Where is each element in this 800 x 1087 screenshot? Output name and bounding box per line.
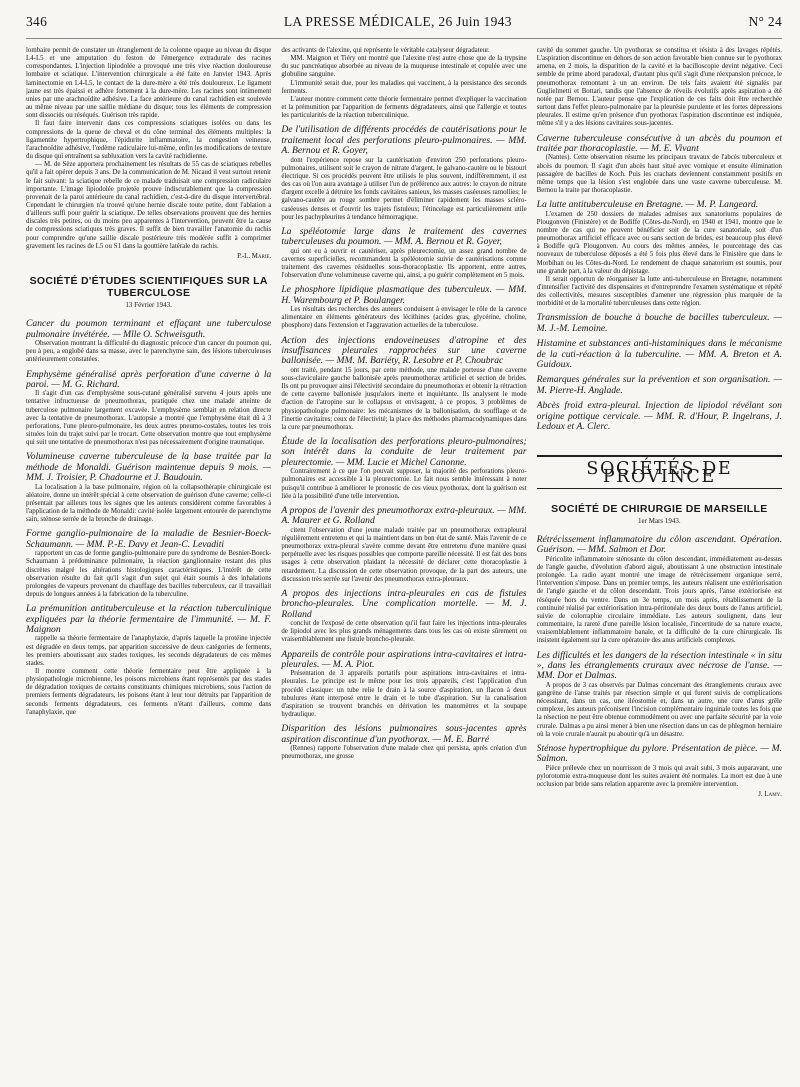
society-heading: SOCIÉTÉ DE CHIRURGIE DE MARSEILLE (551, 502, 768, 515)
article-heading: Forme ganglio-pulmonaire de la maladie de Besnier-Boeck-Schaumann. — MM. P.-E. Davy et Jean-C. Levaditi (26, 528, 272, 550)
journal-title: LA PRESSE MÉDICALE, 26 Juin 1943 (283, 14, 512, 29)
article-text: Pièce prélevée chez un nourrisson de 3 mois qui avait subi, 3 mois auparavant, une pylorotomie extra-muqueuse dont les suites avaient été normales. La mort est due à une occlusion par bride sans relation apparente avec la première intervention. (536, 764, 782, 788)
signature: J. Lamy. (758, 791, 782, 799)
columns (26, 47, 782, 1087)
article-text: ont traité, pendant 15 jours, par cette méthode, une malade porteuse d'une caverne sous-claviculaire gauche ballonisée après pneumothorax artificiel et section de brides. Ils ont pu provoquer ainsi l'électivité secondaire du pneumothorax et obtenir la rétraction de cette caverne ballonisée jusqu'alors inerte et inquiétante. Ils analysent le mode d'action de l'atropine sur le collapsus et envisagent, à ce propos, 3 problèmes de physiopathologie pulmonaire: les mécanismes de la ballonisation, du soufflage et de l'inertie cavitaires; ceux de l'électivité; la place des méthodes pharmacodynamiques dans la cure par pneumothorax. (281, 366, 527, 431)
article-heading: Histamine et substances anti-histaminiques dans le mécanisme de la cuti-réaction à la tuberculine. — MM. A. Breton et A. Guidoux. (536, 338, 782, 371)
article-heading: Étude de la localisation des perforations pleuro-pulmonaires; son intérêt dans la conduite de leur traitement par pleurectomie. — MM. Lucie et Michel Canonne. (281, 436, 527, 468)
article-heading: Action des injections endoveineuses d'atropine et des insuffisances pleurales rapprochées sur une caverne ballonisée. — MM. M. Bariéty, R. Lesobre et P. Choubrac (281, 334, 527, 367)
article-heading: Les difficultés et les dangers de la résection intestinale « in situ », dans les étranglements cruraux avec nécrose de l'anse. — MM. Dor et Dalmas. (536, 649, 782, 682)
article-text: rapportent un cas de forme ganglio-pulmonaire pure du syndrome de Besnier-Boeck-Schaumann à prédominance pulmonaire, la réaction ganglionnaire restant des plus discrètes malgré les altérations histologiques caractéristiques. L'intérêt de cette observation résulte du fait qu'il s'agit d'un sujet qui était soumis à des inhalations prolongées de vapeurs provenant du chauffage des bacilles tuberculeux, car il travaillait depuis de longues années à la fabrication de la tuberculine. (26, 550, 272, 598)
article-heading: Cancer du poumon terminant et effaçant une tuberculose pulmonaire invétérée. — Mlle O. Schweisguth. (26, 318, 272, 340)
article-heading: Appareils de contrôle pour aspirations intra-cavitaires et intra-pleurales. — M. A. Piot. (281, 648, 527, 670)
page-header (26, 14, 782, 39)
article-heading: Abcès froid extra-pleural. Injection de lipiodol révélant son origine pottique cervicale. — MM. R. d'Hour, P. Ingelrans, J. Ledoux et A. Clerc. (536, 400, 782, 433)
signature: P.-L. Marie. (237, 252, 272, 260)
article-heading: Disparition des lésions pulmonaires sous-jacentes après aspiration discontinue d'un pyothorax. — M. E. Barré (281, 723, 527, 745)
paragraph: lombaire permit de constater un étranglement de la colonne opaque au niveau du disque L4-L5 et une amputation du feston de l'émergence extradurale des racines correspondantes. L'injection lipiodolée a provoqué une très vive réaction douloureuse lombaire et sciatique. L'intervention chirurgicale a été faite en Janvier 1943. Après laminectomie en L4-L5, le contact de la dure-mère a été très douloureux. Le ligament jaune est très épaissi et adhère fortement à la dure-mère. Les racines sont intimement unies par une arachnoïdite adhésive. La face antérieure du canal rachidien est soulevée au même niveau par une saillie médiane du disque; tous les éléments de compression sont dissociés ou réséqués. Guérison très rapide. (26, 47, 272, 120)
article-text: conclut de l'exposé de cette observation qu'il faut faire les injections intra-pleurales de lipiodol avec les plus grands ménagements dans tous les cas où existe sûrement ou vraisemblablement une fistule broncho-pleurale. (281, 620, 527, 644)
paragraph: L'auteur montre comment cette théorie fermentaire permet d'expliquer la vaccination et la prémunition par l'apparition de ferments dégradateurs, ainsi que l'allergie et toutes les particularités de la réaction tuberculinique. (281, 95, 527, 120)
article-text: Péricolite inflammatoire sténosante du côlon descendant, immédiatement au-dessus de l'angle gauche, d'évolution d'abord aiguë, aboutissant à une obstruction intestinale prolongée. La radio ayant montré une image de rétrécissement organique serré, l'intervention s'impose. Dans un premier temps, les auteurs réalisent une extériorisation de l'angle gauche et du côlon descendant. Trois jours après, l'anse extériorisée est réséquée hors du ventre. Dans un 3e temps, un mois après, rétablissement de la continuité réalisé par extériorisation intra-péritonéale des deux bouts de l'anus artificiel, suivie de colorraphie circulaire immédiate. Les auteurs soulignent, dans leur commentaire, la rareté d'une pareille lésion localisée, l'incertitude de sa nature exacte, vraisemblablement inflammatoire banale, et la difficulté de la cure chirurgicale. Ils insistent également sur la cure opératoire des anus artificiels complexes. (536, 555, 782, 645)
column-2 (281, 47, 526, 1087)
article-text: rappelle sa théorie fermentaire de l'anaphylaxie, d'après laquelle la protéine injectée est dégradée en deux temps, par apparition successive de deux catégories de ferments, les premiers aboutissant aux stades toxiques, les seconds dégradateurs de ces mêmes stades. (26, 635, 272, 667)
society-heading: SOCIÉTÉ D'ÉTUDES SCIENTIFIQUES SUR LA TUBERCULOSE (29, 275, 268, 300)
article-text: Il montre comment cette théorie fermentaire peut être appliquée à la physiopathologie microbienne, les poisons microbiens étant représentés par des stades de dégradation toxiques de certains constituants chimiques microbiens, sous l'action de premiers ferments dégradateurs, les poisons étant à leur tour détruits par l'apparition de seconds ferments dégradateurs, ces ferments n'étant d'ailleurs, comme dans l'anaphylaxie, que (26, 668, 272, 716)
page-number: 346 (26, 14, 48, 29)
article-heading: De l'utilisation de différents procédés de cautérisations pour le traitement local des perforations pleuro-pulmonaires. — MM. A. Bernou et R. Goyer, (281, 124, 527, 157)
article-heading: A propos des injections intra-pleurales en cas de fistules broncho-pleurales. Une complication mortelle. — M. J. Rolland (281, 587, 527, 620)
article-text: La localisation à la base pulmonaire, région où la collapsothérapie chirurgicale est aléatoire, donne un intérêt spécial à cette observation de guérison d'une caverne; celle-ci présentait par ailleurs tous les signes que les auteurs considèrent comme favorables à l'application de la méthode de Monaldi: cavité isolée largement entourée de parenchyme sain, sténose serrée de la bronche de drainage. (26, 483, 272, 524)
section-title: SOCIÉTÉS DE PROVINCE (537, 455, 782, 489)
article-text: Les résultats des recherches des auteurs conduisent à envisager le rôle de la carence alimentaire en éléments générateurs des lécithines (acides gras, glycérine, choline, phosphore) dans l'extension et l'aggravation actuelles de la tuberculose. (281, 306, 527, 330)
paragraph: L'immunité serait due, pour les maladies qui vaccinent, à la persistance des seconds ferments. (281, 79, 527, 95)
article-heading: Volumineuse caverne tuberculeuse de la base traitée par la méthode de Monaldi. Guérison maintenue depuis 9 mois. — MM. J. Troisier, P. Chadourne et J. Baudouin. (26, 451, 272, 484)
article-heading: La prémunition antituberculeuse et la réaction tuberculinique expliquées par la théorie fermentaire de l'immunité. — M. F. Maignon (26, 603, 272, 635)
session-date: 13 Février 1943. (125, 301, 172, 310)
article-text: (Nantes). Cette observation résume les principaux travaux de l'abcès tuberculeux et abcès du poumon. Il s'agit d'un abcès haut situé avec vomique et ensuite élimination passagère de bacilles de Koch. Puis les crachats deviennent constamment positifs en même temps que la lésion s'est englobée dans une vaste caverne tuberculeuse. M. Bernou la traite par thoracoplastie. (536, 154, 782, 194)
article-heading: Le phosphore lipidique plasmatique des tuberculeux. — MM. H. Warembourg et P. Boulanger. (281, 284, 527, 306)
article-heading: Transmission de bouche à bouche de bacilles tuberculeux. — M. J.-M. Lemoine. (536, 312, 782, 334)
article-heading: Caverne tuberculeuse consécutive à un abcès du poumon et traitée par thoracoplastie. — M. E. Vivant (536, 132, 782, 154)
article-text: Il serait opportun de réorganiser la lutte anti-tuberculeuse en Bretagne, notamment d'intensifier l'activité des dispensaires et d'entreprendre l'examen systématique et répété des collectivités, mesures susceptibles d'amener une régression plus marquée de la morbidité et de la mortalité tuberculeuses dans cette région. (536, 275, 782, 308)
article-text: A propos de 3 cas observés par Dalmas concernant des étranglements cruraux avec gangrène de l'anse traités par résection simple et qui furent suivis de complications nécessitant, dans un cas, une iléostomie et, dans un autre, une cure d'anus grêle complexe, les auteurs préconisent l'incision complémentaire inguinale toutes les fois que la résection ne peut être obtenue commodément ou avec une parfaite sécurité par la voie crurale. Dalmas a pu ainsi mener à bien une résection dans un cas de phlegmon herniaire où la voie crurale n'aurait pu aboutir qu'à un désastre. (536, 681, 782, 738)
article-text: Présentation de 3 appareils portatifs pour aspirations intra-cavitaires et intra-pleurales. Le principe est le même pour les trois appareils, c'est l'application d'un procédé classique: un tube relie le drain à la source d'aspiration, un flacon à deux tubulures étant interposé entre le drain et le tube d'aspiration. Sur la canalisation d'aspiration se trouvent branchés en dérivation les manomètres et la soupape hydraulique. (281, 670, 527, 719)
article-heading: Emphysème généralisé après perforation d'une caverne à la paroi. — M. G. Richard. (26, 368, 272, 390)
article-text: (Rennes) rapporte l'observation d'une malade chez qui persista, après création d'un pneumothorax, une grosse (281, 745, 527, 761)
issue-number: N° 24 (748, 14, 782, 29)
paragraph: MM. Maignon et Tiéry ont montré que l'alexine n'est autre chose que de la trypsine du suc pancréatique absorbée au niveau de la muqueuse intestinale et copulée avec une globuline sanguine. (281, 55, 527, 79)
session-date: 1er Mars 1943. (638, 516, 681, 525)
article-text: Il s'agit d'un cas d'emphysème sous-cutané généralisé survenu 4 jours après une tentative infructueuse de pneumothorax, pratiquée chez une malade atteinte de tuberculose pulmonaire largement excavée. L'emphysème semblait en relation directe avec la tentative de pneumothorax. L'autopsie a montré que l'emphysème était dû à 3 perforations, l'une pleuro-pulmonaire, les deux autres pneumo-costales, toutes les trois situées loin du trajet suivi par le trocart. Cette observation montre que tout emphysème qui suit une tentative de pneumothorax n'est pas nécessairement d'origine traumatique. (26, 390, 272, 447)
article-heading: La spéléotomie large dans le traitement des cavernes tuberculeuses du poumon. — MM. A. Bernou et R. Goyer, (281, 225, 527, 248)
column-3 (537, 47, 782, 1087)
paragraph: des activants de l'alexine, qui représente le véritable catalyseur dégradateur. (281, 47, 490, 54)
article-text: L'examen de 250 dossiers de malades admises aux sanatoriums populaires de Plougonven (Finistère) et de Bodiffe (Côtes-du-Nord), en 1940 et 1941, montre que le nombre de cas qui ne peuvent bénéficier soit de la cure sanatoriale, soit d'un pneumothorax artificiel efficace avec ou sans section de brides, est beaucoup plus élevé à Bodiffe qu'à Plougonven. Au cours des mêmes années, le pourcentage des cas nouveaux de tuberculose déposés a été 5 fois plus élevé dans le Finistère que dans le Morbihan ou les Côtes-du-Nord. Le rendement de chaque sanatorium est soumis, pour une grande part, à la valeur du dépistage. (536, 210, 782, 275)
paragraph: cavité du sommet gauche. Un pyothorax se constitua et résista à des lavages répétés. L'aspiration discontinue en dehors de son action favorable bien connue sur le pyothorax amena, en 2 mois, la disparition de la cavité et la bacilloscopie devint négative. Ceci semble de prime abord paradoxal, d'autant plus qu'il s'agit d'une réexpansion précoce, le pneumothorax remontant à un an environ. De tels faits avaient été signalés par Guglielmetti et Bottari, tandis que l'absence de réveils évolutifs après aspiration a été notée par Bernou. L'auteur pense que l'explication de ces faits doit être recherchée surtout dans l'effet pleuro-pulmonaire par la pleurésie purulente et les fortes dépressions pleurales. Il estime qu'en présence d'un pyothorax l'aspiration discontinue est indiquée, même s'il y a des lésions cavitaires sous-jacentes. (536, 47, 782, 128)
article-heading: Remarques générales sur la prévention et son organisation. — M. Pierre-H. Anglade. (536, 374, 782, 396)
article-heading: Sténose hypertrophique du pylore. Présentation de pièce. — M. Salmon. (536, 742, 782, 765)
article-text: citent l'observation d'une jeune malade traitée par un pneumothorax extrapleural régulièrement entretenu et qui la maintient dans un bon état de santé. Mais l'avenir de ce pneumothorax extra-pleural s'avère comme devant être entretenu d'une manière quasi perpétuelle avec les risques possibles que comporte pareille nécessité. Il est fait des bons usages à cette observation plaidant la nécessité de déclarer cette thoracoplastie à retardement. La discussion de cette observation provoque, de la part des auteurs, une discussion très serrée sur l'avenir des pneumothorax extra-pleuraux. (281, 526, 527, 583)
article-text: dont l'expérience repose sur la cautérisation d'environ 250 perforations pleuro-pulmonaires, utilisent soit le crayon de nitrate d'argent, le galvano-cautère ou le bistouri électrique. Si ces procédés peuvent être utilisés le plus souvent, indifféremment, il est des cas où l'on aura avantage à utiliser l'un de préférence aux autres: le crayon de nitrate d'argent excelle à détruire les fonds cavitaires sanieux, les masses caséeuses ramollies; le galvano-cautère au rouge sombre permet d'éliminer rapidement les masses scléro-caséeuses denses et d'ouvrir les trajets fistuleux; l'étincelage est particulièrement utile pour les pachypleurites à tendance hémorragique. (281, 156, 527, 221)
article-heading: Rétrécissement inflammatoire du côlon ascendant. Opération. Guérison. — MM. Salmon et Dor. (536, 533, 782, 556)
column-1 (26, 47, 271, 1087)
article-text: qui ont eu à ouvrir et cautériser, après pleurectomie, un assez grand nombre de cavernes superficielles, recommandent la spéléotomie suivie de cautérisations comme traitement des cavernes résiduelles sous-thoracoplastie. Ils apportent, entre autres, l'observation d'une volumineuse caverne qui, ainsi, a pu guérir complètement en 5 mois. (281, 247, 527, 280)
article-text: Contrairement à ce que l'on pouvait supposer, la majorité des perforations pleuro-pulmonaires est accessible à la pleurectomie. Le fait nous semble intéressant à noter puisqu'il contribue à améliorer le pronostic de ces vieux pyothorax, dont la guérison est liée à la possibilité d'une telle intervention. (281, 468, 527, 500)
article-heading: A propos de l'avenir des pneumothorax extra-pleuraux. — MM. A. Maurer et G. Rolland (281, 504, 527, 527)
article-text: Observation montrant la difficulté du diagnostic précoce d'un cancer du poumon qui, peu à peu, a englobé dans sa masse, avec le parenchyme sain, des lésions tuberculeuses antérieurement constatées. (26, 340, 272, 364)
paragraph: — M. de Sèze apportera prochainement les résultats de 55 cas de sciatiques rebelles qu'il a fait opérer depuis 3 ans. De la communication de M. Nicaud il veut surtout retenir le fait suivant: la sciatique rebelle de ce malade traduisait une compression radiculaire importante. L'image lipiodolée projetée prouve indiscutablement que la compression provenait de la paroi antérieure du canal rachidien, c'est-à-dire du disque intervertébral. Cependant le chirurgien n'a trouvé qu'une hernie discale toute petite, dont l'ablation a d'ailleurs suffi pour guérir la sciatique. De telles observations prouvent que des hernies discales très petites, ou du moins peu apparentes à l'intervention, peuvent être la cause de compressions sciatiques très graves. Il suffit de bien travailler l'anatomie du rachis pour comprendre qu'une saillie discale postérieure très modérée suffit à comprimer gravement les racines de L5 ou S1 dans la gouttière latérale du rachis. (26, 161, 272, 250)
paragraph: Il faut faire intervenir dans ces compressions sciatiques isolées ou dans les compressions de la queue de cheval et du cône terminal des éléments multiples: la ligamentite hypertrophique, l'épidurite inflammatoire, la congestion veineuse, l'arachnoïdite adhésive, l'œdème radiculaire lui-même, enfin les modifications de texture du disque qui entraînent sa subluxation vers la cavité rachidienne. (26, 120, 272, 161)
article-heading: La lutte antituberculeuse en Bretagne. — M. P. Langeard. (536, 199, 759, 211)
